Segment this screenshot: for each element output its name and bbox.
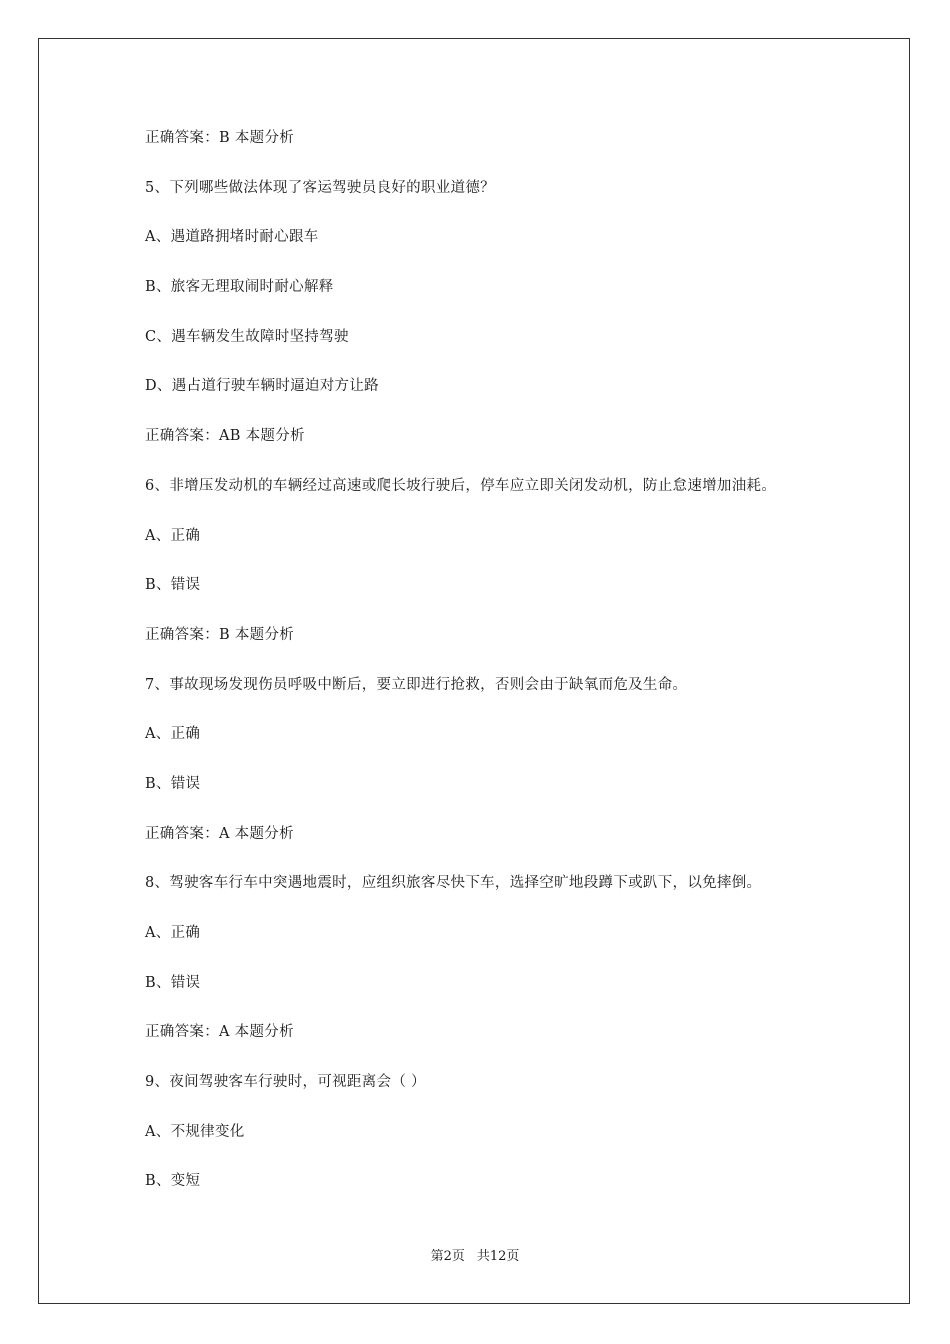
option-c: C、遇车辆发生故障时坚持驾驶 <box>145 328 349 345</box>
question-9: 9、夜间驾驶客车行驶时，可视距离会（ ） <box>145 1074 426 1091</box>
option-b: B、变短 <box>145 1173 201 1190</box>
option-a: A、遇道路拥堵时耐心跟车 <box>145 229 319 246</box>
answer-line: 正确答案：A 本题分析 <box>145 1024 294 1041</box>
option-b: B、错误 <box>145 974 201 991</box>
answer-line: 正确答案：B 本题分析 <box>145 130 295 146</box>
page-total: 共12页 <box>476 1249 520 1264</box>
option-a: A、正确 <box>145 726 201 743</box>
page-number: 第2页 <box>430 1249 465 1264</box>
option-a: A、正确 <box>145 925 201 941</box>
answer-line: 正确答案：AB 本题分析 <box>145 428 305 445</box>
question-6: 6、非增压发动机的车辆经过高速或爬长坡行驶后，停车应立即关闭发动机，防止怠速增加油耗。 <box>145 477 777 494</box>
document-body <box>145 127 845 1220</box>
page-footer <box>0 1248 950 1266</box>
answer-line: 正确答案：B 本题分析 <box>145 626 295 643</box>
question-5: 5、下列哪些做法体现了客运驾驶员良好的职业道德？ <box>145 179 495 196</box>
option-b: B、旅客无理取闹时耐心解释 <box>145 279 334 296</box>
question-7: 7、事故现场发现伤员呼吸中断后，要立即进行抢救，否则会由于缺氧而危及生命。 <box>145 676 688 693</box>
option-a: A、正确 <box>145 527 201 544</box>
question-8: 8、驾驶客车行车中突遇地震时，应组织旅客尽快下车，选择空旷地段蹲下或趴下，以免摔倒。 <box>145 875 762 892</box>
option-d: D、遇占道行驶车辆时逼迫对方让路 <box>145 378 379 395</box>
option-b: B、错误 <box>145 577 201 594</box>
option-a: A、不规律变化 <box>145 1123 245 1140</box>
option-b: B、错误 <box>145 775 201 792</box>
answer-line: 正确答案：A 本题分析 <box>145 825 294 842</box>
